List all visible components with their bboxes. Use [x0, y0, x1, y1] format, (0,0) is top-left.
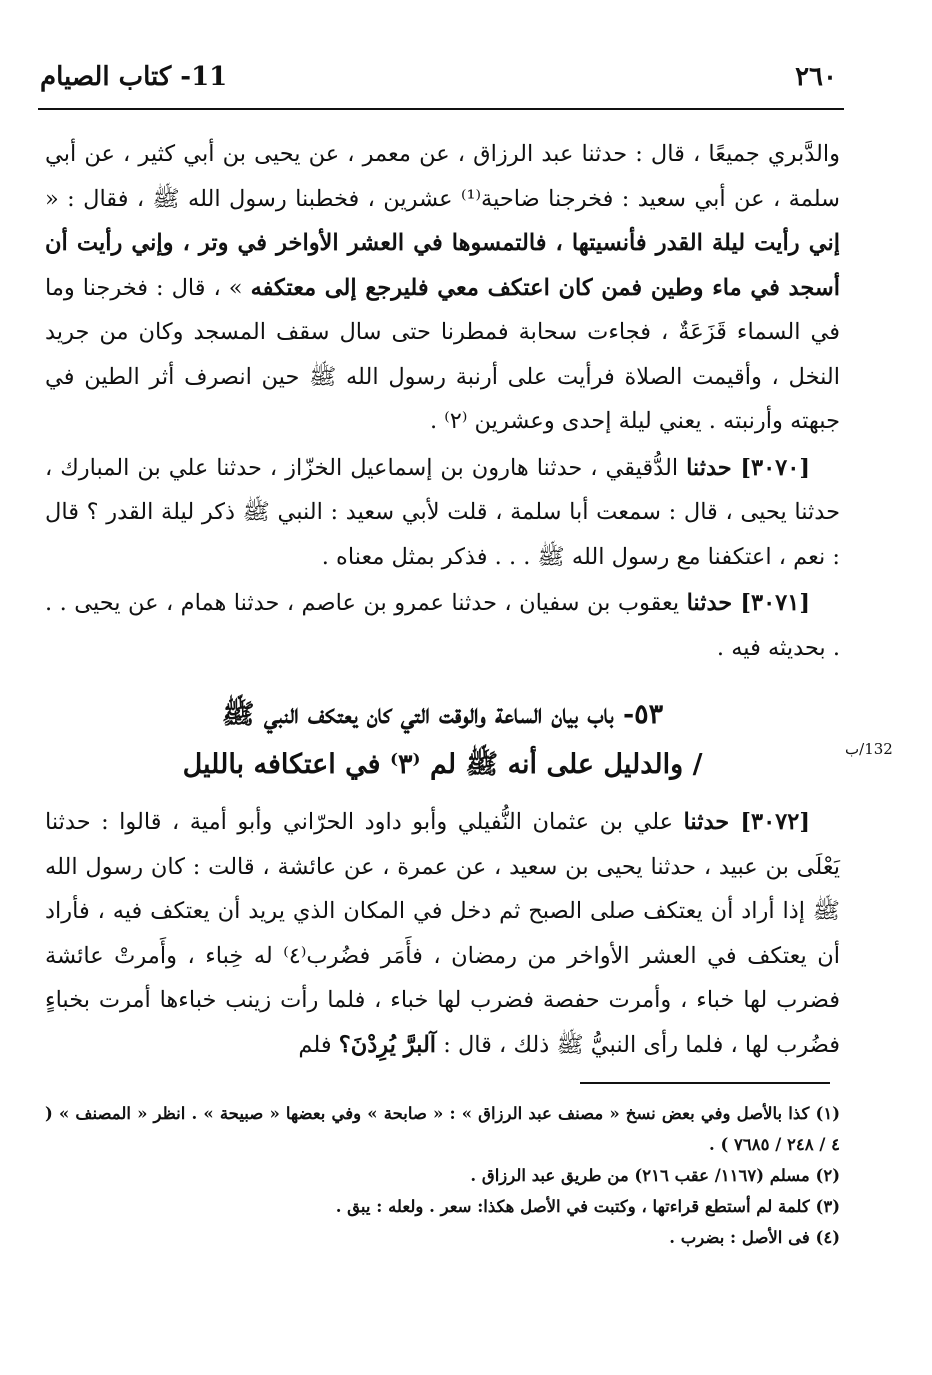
main-text-lower: [45, 800, 840, 1067]
hadith-lead: حدثنا: [683, 809, 730, 835]
footnotes: [45, 1098, 840, 1253]
header-divider: [38, 108, 844, 110]
hadith-text: الدُّقيقي ، حدثنا هارون بن إسماعيل الخزّاز ، حدثنا علي بن المبارك ، حدثنا يحيى ، قال : سمعت أبا سلمة ، قلت لأبي سعيد : النبي ﷺ ذكر ليلة القدر ؟ قال : نعم ، اعتكفنا مع رسول الله ﷺ . . . فذكر بمثل معناه .: [45, 454, 840, 570]
hadith-text: يعقوب بن سفيان ، حدثنا عمرو بن عاصم ، حدثنا همام ، عن يحيى . . . بحديثه فيه .: [45, 590, 840, 661]
hadith-lead: حدثنا: [686, 454, 732, 481]
hadith-lead: حدثنا: [686, 590, 733, 616]
hadith-3071: [45, 581, 840, 670]
footnote-4: (٤) فى الأصل : بضرب .: [669, 1228, 840, 1247]
chapter-heading-line2: / والدليل على أنه ﷺ لم ⁽٣⁾ في اعتكافه بالليل: [182, 749, 703, 780]
main-text-upper: [45, 132, 840, 670]
hadith-number: [٣٠٧٠]: [731, 454, 810, 481]
hadith-3072: [45, 800, 840, 1067]
chapter-heading: [45, 690, 840, 790]
footnote-2: (٢) مسلم (١١٦٧/ عقب ٢١٦) من طريق عبد الرزاق .: [470, 1166, 840, 1185]
footnote-divider: [580, 1082, 830, 1084]
hadith-text-tail: فلم: [298, 1031, 339, 1058]
hadith-number: [٣٠٧١]: [732, 590, 810, 616]
hadith-3070: [45, 446, 840, 580]
paragraph-text-end: » ، قال : فخرجنا وما في السماء قَزَعَةٌ ، فجاءت سحابة فمطرنا حتى سال سقف المسجد وكان من جريد النخل ، وأقيمت الصلاة فرأيت على أرنبة رسول الله ﷺ حين انصرف أثر الطين في جبهته وأرنبته . يعني ليلة إحدى وعشرين ⁽٢⁾ .: [45, 274, 840, 434]
hadith-number: [٣٠٧٢]: [729, 809, 810, 835]
paragraph-text: والدَّبري جميعًا ، قال : حدثنا عبد الرزاق ، عن معمر ، عن يحيى بن أبي كثير ، عن أبي سلمة ، عن أبي سعيد : فخرجنا ضاحية⁽¹⁾ عشرين ، فخطبنا رسول الله ﷺ ، فقال : «: [45, 141, 841, 212]
page-number: ٢٦٠: [795, 62, 837, 92]
hadith-text: علي بن عثمان النُّفيلي وأبو داود الحرّاني وأبو أمية ، قالوا : حدثنا يَعْلَى بن عبيد ، حدثنا يحيى بن سعيد ، عن عمرة ، عن عائشة ، قالت : كان رسول الله ﷺ إذا أراد أن يعتكف صلى الصبح ثم دخل في المكان الذي يريد أن يعتكف فيه ، فأراد أن يعتكف في العشر الأواخر من رمضان ، فأَمَر فضُرب⁽٤⁾ له خِباء ، وأَمرتْ عائشة فضرب لها خباء ، وأمرت حفصة فضرب لها خباء ، فلما رأت زينب خباءها أمرت بخباءٍ فضُرب لها ، فلما رأى النبيُّ ﷺ ذلك ، قال :: [45, 809, 840, 1058]
manuscript-folio-note: 132/ب: [845, 740, 893, 758]
footnote-1: (١) كذا بالأصل وفي بعض نسخ « مصنف عبد الرزاق » : « صابحة » وفي بعضها « صبيحة » . انظر « المصنف » ( ٤ / ٢٤٨ / ٧٦٨٥ ) .: [45, 1104, 840, 1154]
paragraph-continuation: [45, 132, 840, 444]
book-title: 11- كتاب الصيام: [40, 62, 228, 92]
footnote-3: (٣) كلمة لم أستطع قراءتها ، وكتبت في الأصل هكذا: سعر . ولعله : يبق .: [335, 1197, 840, 1216]
hadith-quote-bold: آلبرَّ يُرِدْنَ؟: [338, 1031, 437, 1058]
hadith-quote-bold: إني رأيت ليلة القدر فأنسيتها ، فالتمسوها في العشر الأواخر في وتر ، وإني رأيت أن أسجد في ماء وطين فمن كان اعتكف معي فليرجع إلى معتكفه: [45, 230, 840, 301]
chapter-heading-line1: ٥٣- باب بيان الساعة والوقت التي كان يعتكف النبي ﷺ: [221, 699, 664, 730]
